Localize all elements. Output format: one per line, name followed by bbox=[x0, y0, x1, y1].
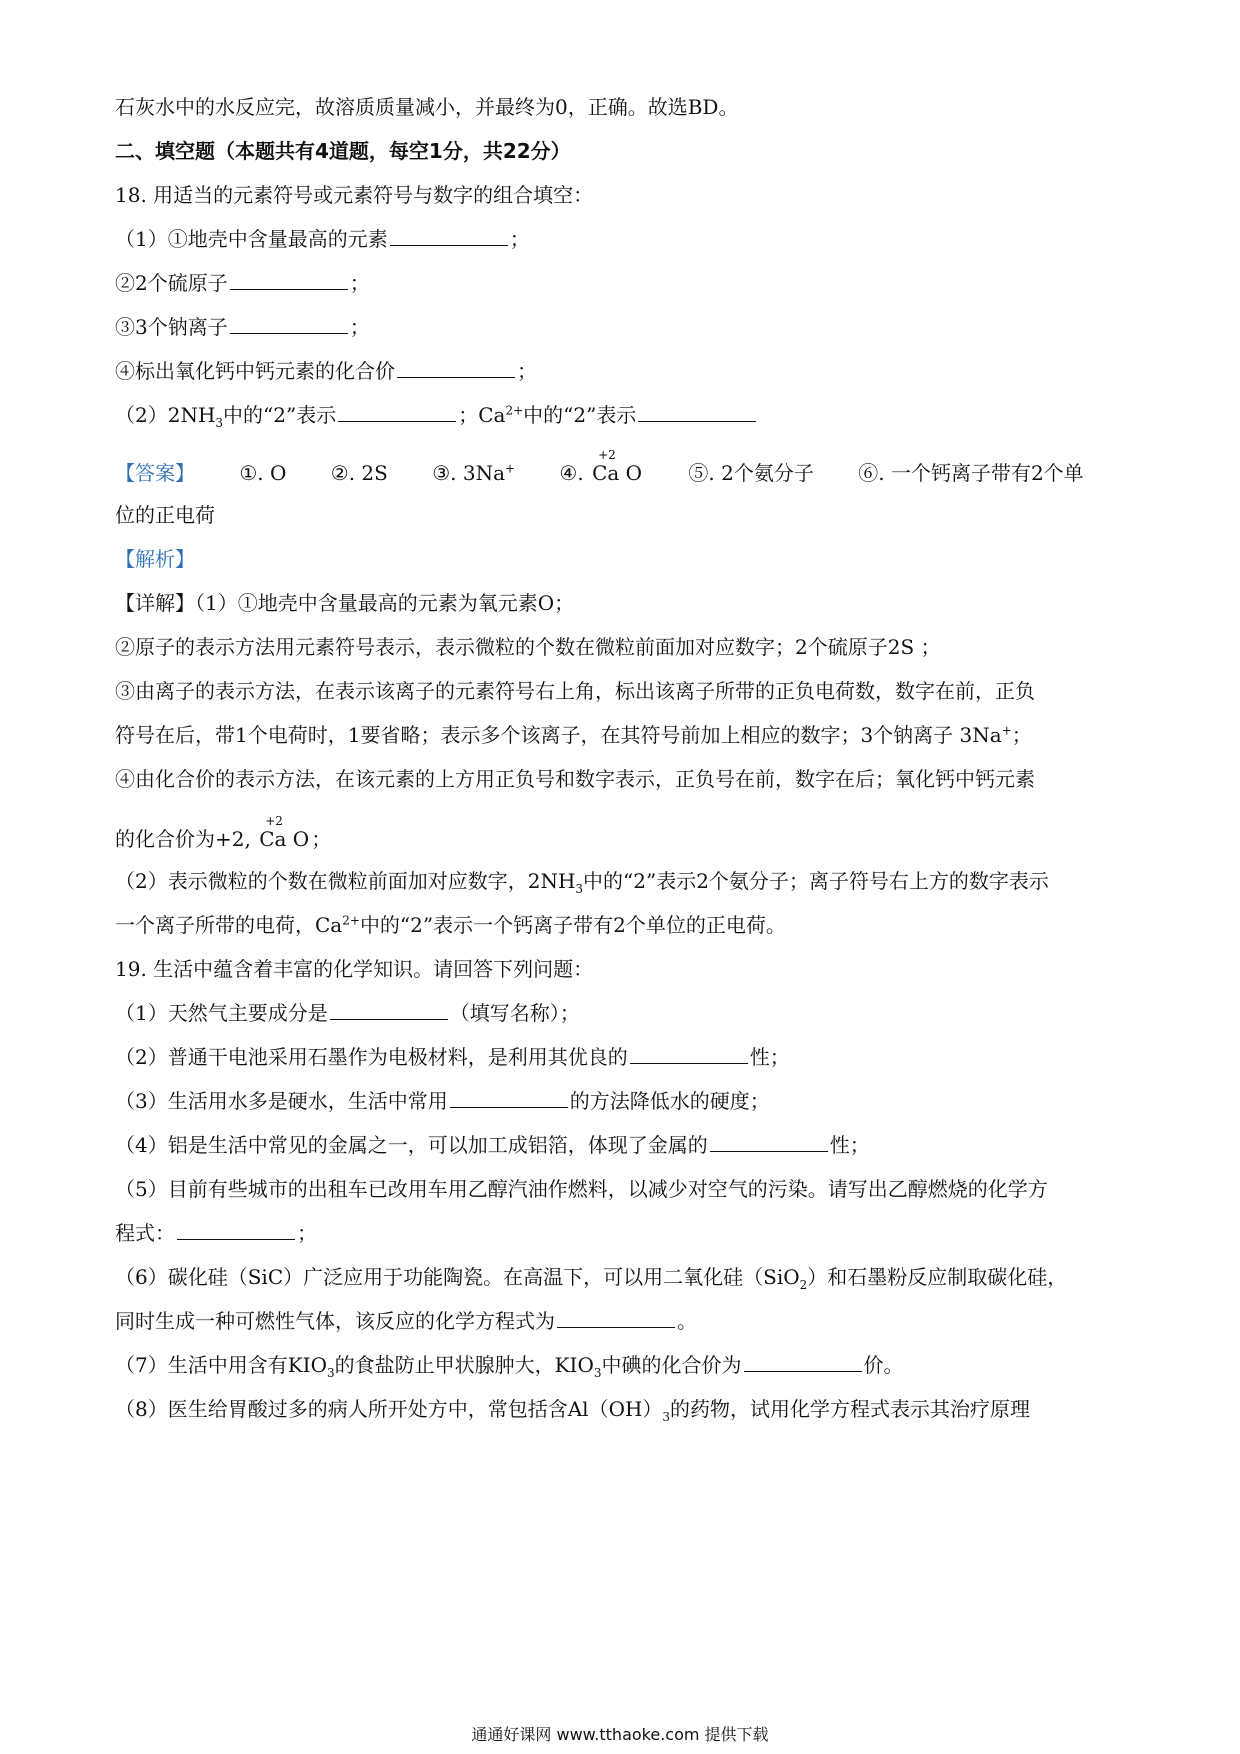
answer-5: ⑤. 2个氨分子 bbox=[688, 461, 814, 485]
answer-6: ⑥. 一个钙离子带有2个单 bbox=[858, 461, 1084, 485]
q18-part2 bbox=[115, 400, 1140, 430]
text: （4）铝是生活中常见的金属之一，可以加工成铝箔，体现了金属的 bbox=[115, 1133, 708, 1157]
answer-2: ②. 2S bbox=[330, 461, 388, 485]
valence-formula bbox=[592, 450, 642, 488]
q19-part4 bbox=[115, 1130, 1140, 1160]
formula: Ca O bbox=[592, 461, 643, 485]
valence-number: +2 bbox=[598, 448, 616, 462]
answer-blank[interactable] bbox=[230, 269, 348, 290]
text: ； bbox=[1011, 723, 1032, 747]
text: （2）2NH bbox=[115, 403, 216, 427]
text: 性； bbox=[829, 1133, 870, 1157]
text: 同时生成一种可燃性气体，该反应的化学方程式为 bbox=[115, 1309, 555, 1333]
answer-blank[interactable] bbox=[338, 401, 456, 422]
text: ； bbox=[509, 227, 530, 251]
text: 的药物，试用化学方程式表示其治疗原理 bbox=[670, 1397, 1031, 1421]
answer-line bbox=[115, 450, 1140, 488]
text: （3）生活用水多是硬水，生活中常用 bbox=[115, 1089, 448, 1113]
answer-3 bbox=[432, 458, 515, 488]
text: 中的“2”表示 bbox=[523, 403, 637, 427]
q18-part1-4 bbox=[115, 356, 1140, 386]
answer-blank[interactable] bbox=[557, 1307, 675, 1328]
q19-part1 bbox=[115, 998, 1140, 1028]
text: ④标出氧化钙中钙元素的化合价 bbox=[115, 359, 395, 383]
subscript: 2 bbox=[799, 1278, 808, 1292]
text: 中的“2”表示一个钙离子带有2个单位的正电荷。 bbox=[359, 913, 786, 937]
text: （1）天然气主要成分是 bbox=[115, 1001, 328, 1025]
answer-4 bbox=[559, 450, 644, 488]
text: ； bbox=[349, 315, 370, 339]
valence-formula bbox=[259, 816, 309, 854]
answer-blank[interactable] bbox=[230, 313, 348, 334]
q19-part6-cont bbox=[115, 1306, 1140, 1336]
text: ； bbox=[297, 1221, 317, 1245]
text: 中碘的化合价为 bbox=[601, 1353, 742, 1377]
subscript: 3 bbox=[326, 1366, 335, 1380]
q19-part8 bbox=[115, 1394, 1140, 1424]
answer-blank[interactable] bbox=[397, 357, 515, 378]
subscript: 3 bbox=[662, 1410, 671, 1424]
q19-part3 bbox=[115, 1086, 1140, 1116]
q19-part2 bbox=[115, 1042, 1140, 1072]
text: 。 bbox=[677, 1309, 697, 1333]
text: ③3个钠离子 bbox=[115, 315, 228, 339]
answer-blank[interactable] bbox=[710, 1131, 828, 1152]
text: ④. bbox=[559, 461, 584, 485]
q18-part1-2 bbox=[115, 268, 1140, 298]
analysis-line-5: ④由化合价的表示方法，在该元素的上方用正负号和数字表示，正负号在前，数字在后；氧化钙中钙元素 bbox=[115, 767, 1035, 791]
answer-blank[interactable] bbox=[744, 1351, 862, 1372]
answer-blank[interactable] bbox=[177, 1219, 295, 1240]
analysis-line-3: ③由离子的表示方法，在表示该离子的元素符号右上角，标出该离子所带的正负电荷数，数字在前，正负 bbox=[115, 679, 1035, 703]
answer-blank[interactable] bbox=[630, 1043, 748, 1064]
page-footer: 通通好课网 www.tthaoke.com 提供下载 bbox=[471, 1725, 769, 1744]
superscript: + bbox=[505, 461, 516, 476]
answer-label: 【答案】 bbox=[115, 461, 195, 485]
text: （1）①地壳中含量最高的元素 bbox=[115, 227, 388, 251]
text: 的化合价为+2, bbox=[115, 827, 251, 851]
text: 程式： bbox=[115, 1221, 175, 1245]
analysis-line-1: 【详解】（1）①地壳中含量最高的元素为氧元素O； bbox=[115, 591, 575, 615]
section-heading: 二、填空题（本题共有4道题，每空1分，共22分） bbox=[115, 139, 571, 163]
analysis-line-2: ②原子的表示方法用元素符号表示，表示微粒的个数在微粒前面加对应数字；2个硫原子2S ； bbox=[115, 635, 941, 659]
valence-number: +2 bbox=[265, 814, 283, 828]
analysis-line-8 bbox=[115, 910, 1140, 940]
q19-part5: （5）目前有些城市的出租车已改用车用乙醇汽油作燃料，以减少对空气的污染。请写出乙醇燃烧的化学方 bbox=[115, 1177, 1048, 1201]
q18-part1-3 bbox=[115, 312, 1140, 342]
text: 一个离子所带的电荷，Ca bbox=[115, 913, 343, 937]
answer-blank[interactable] bbox=[390, 225, 508, 246]
text: 的方法降低水的硬度； bbox=[569, 1089, 770, 1113]
text: ； bbox=[517, 359, 537, 383]
analysis-line-7 bbox=[115, 866, 1140, 896]
answer-line-cont: 位的正电荷 bbox=[115, 503, 215, 527]
top-line: 石灰水中的水反应完，故溶质质量减小，并最终为0，正确。故选BD。 bbox=[115, 95, 739, 119]
text: 性； bbox=[749, 1045, 790, 1069]
analysis-label: 【解析】 bbox=[115, 547, 195, 571]
text: （填写名称）； bbox=[449, 1001, 580, 1025]
text: ）和石墨粉反应制取碳化硅， bbox=[807, 1265, 1068, 1289]
analysis-line-6 bbox=[115, 816, 1140, 854]
formula: Ca O bbox=[259, 827, 310, 851]
text: （2）表示微粒的个数在微粒前面加对应数字，2NH bbox=[115, 869, 576, 893]
q18-stem: 18. 用适当的元素符号或元素符号与数字的组合填空： bbox=[115, 183, 594, 207]
subscript: 3 bbox=[593, 1366, 602, 1380]
analysis-line-4 bbox=[115, 720, 1140, 750]
text: ；Ca bbox=[458, 403, 506, 427]
text: （7）生活中用含有KIO bbox=[115, 1353, 327, 1377]
superscript: 2+ bbox=[505, 403, 524, 418]
text: （2）普通干电池采用石墨作为电极材料，是利用其优良的 bbox=[115, 1045, 628, 1069]
superscript: 2+ bbox=[342, 913, 360, 928]
q19-part7 bbox=[115, 1350, 1140, 1380]
text: （6）碳化硅（SiC）广泛应用于功能陶瓷。在高温下，可以用二氧化硅（SiO bbox=[115, 1265, 800, 1289]
q19-part6 bbox=[115, 1262, 1140, 1292]
q19-part5-cont bbox=[115, 1218, 1140, 1248]
text: ； bbox=[311, 827, 332, 851]
answer-blank[interactable] bbox=[450, 1087, 568, 1108]
q19-stem: 19. 生活中蕴含着丰富的化学知识。请回答下列问题： bbox=[115, 957, 594, 981]
text: 中的“2”表示2个氨分子；离子符号右上方的数字表示 bbox=[583, 869, 1049, 893]
text: ②2个硫原子 bbox=[115, 271, 228, 295]
text: （8）医生给胃酸过多的病人所开处方中，常包括含Al（OH） bbox=[115, 1397, 663, 1421]
text: 中的“2”表示 bbox=[223, 403, 337, 427]
answer-blank[interactable] bbox=[330, 999, 448, 1020]
text: 的食盐防止甲状腺肿大，KIO bbox=[334, 1353, 594, 1377]
answer-1: ①. O bbox=[239, 461, 287, 485]
answer-blank[interactable] bbox=[638, 401, 756, 422]
superscript: + bbox=[1001, 723, 1012, 738]
text: 价。 bbox=[863, 1353, 904, 1377]
text: ③. 3Na bbox=[432, 461, 505, 485]
q18-part1-1 bbox=[115, 224, 1140, 254]
subscript: 3 bbox=[575, 882, 584, 896]
text: 符号在后，带1个电荷时，1要省略；表示多个该离子，在其符号前加上相应的数字；3个钠离子 3Na bbox=[115, 723, 1002, 747]
text: ； bbox=[349, 271, 370, 295]
subscript: 3 bbox=[215, 416, 224, 430]
